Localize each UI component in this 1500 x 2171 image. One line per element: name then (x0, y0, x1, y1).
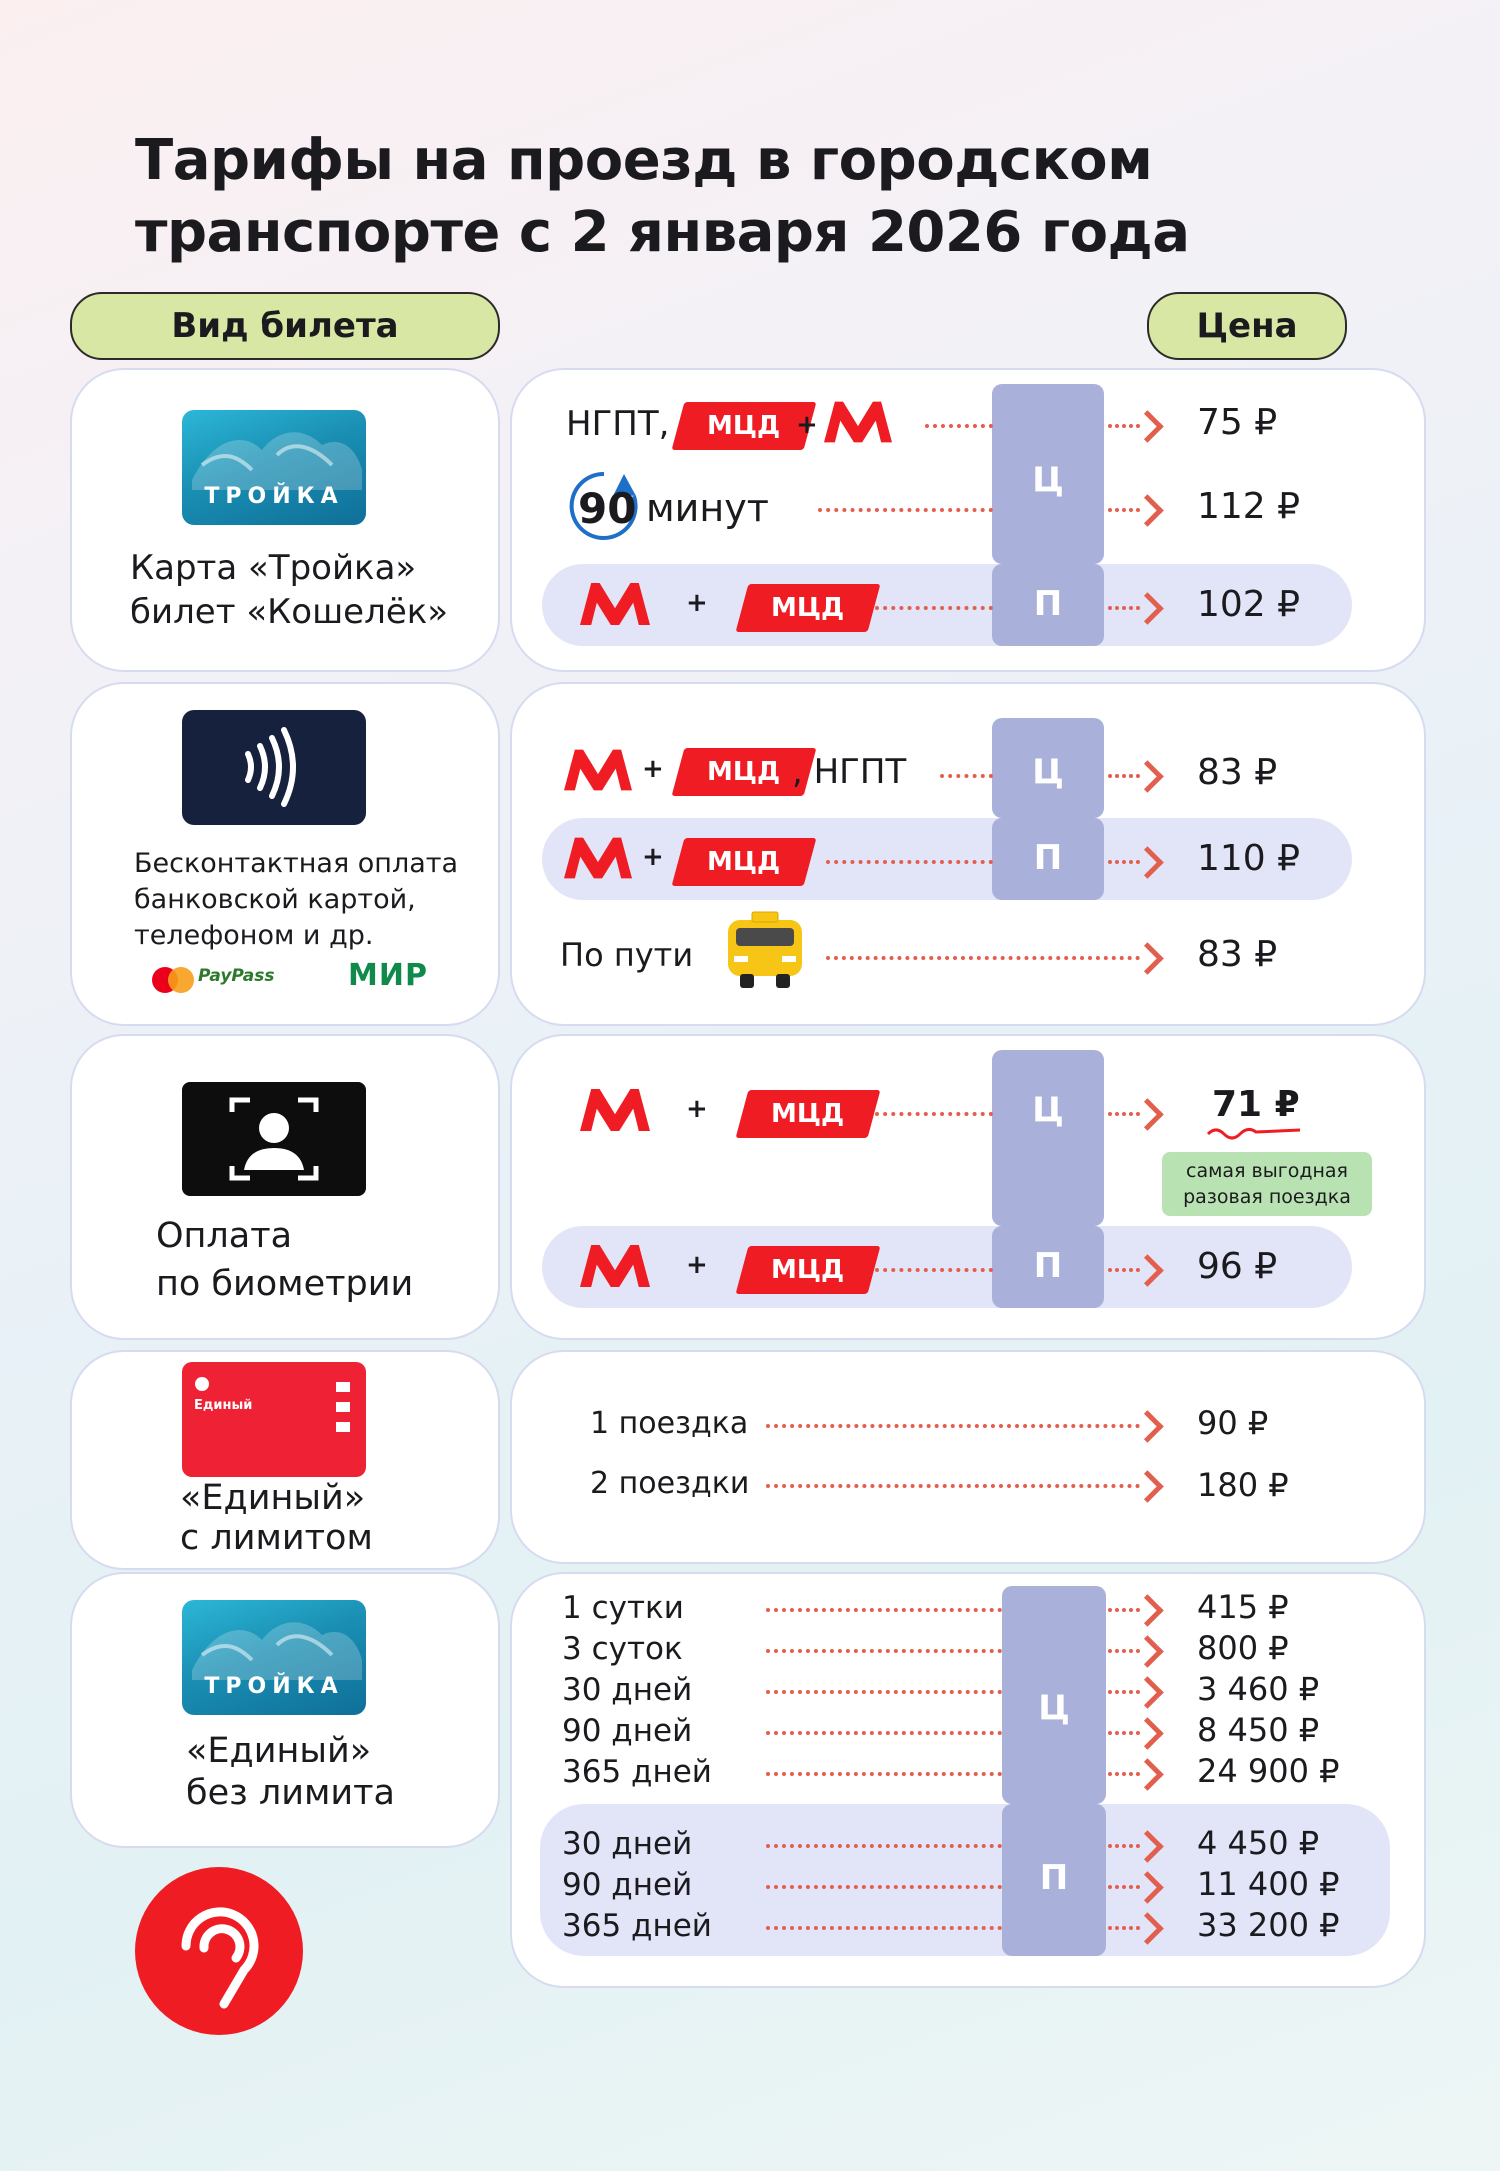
metro-logo (824, 400, 892, 444)
contactless-label-line2: банковской картой, (134, 884, 416, 915)
tariff-box-edinyi-limited (510, 1350, 1426, 1564)
badge-line2: разовая поездка (1183, 1186, 1351, 1208)
arrow-line (766, 1844, 1002, 1848)
plus-sign: + (686, 1250, 708, 1280)
arrow-line (826, 860, 993, 864)
metro-logo (580, 1244, 650, 1288)
trip-label: 2 поездки (590, 1466, 750, 1501)
arrow-line (766, 1926, 1002, 1930)
arrow-line (875, 1112, 993, 1116)
biometry-label-line1: Оплата (156, 1216, 293, 1256)
zone-c-label: Ц (1032, 460, 1064, 500)
zone-c-label: Ц (1032, 1090, 1064, 1130)
price: 83 ₽ (1197, 752, 1278, 793)
price: 110 ₽ (1197, 838, 1301, 879)
paypass-text: PayPass (198, 966, 275, 986)
troika-label-line1: Карта «Тройка» (130, 548, 417, 588)
edinyi-limited-label-line2: с лимитом (180, 1518, 373, 1558)
arrow-line (766, 1649, 1002, 1653)
price: 96 ₽ (1197, 1246, 1278, 1287)
zone-p-label: П (1039, 1858, 1069, 1898)
mcd-logo (672, 838, 817, 886)
minutes-number: 90 (578, 484, 637, 533)
arrow-line (766, 1484, 1140, 1488)
contactless-label-line1: Бесконтактная оплата (134, 848, 459, 879)
mcd-logo-text: МЦД (707, 411, 781, 441)
card-logo-icon (194, 1376, 210, 1392)
contactless-icon (182, 710, 366, 825)
arrow-line (826, 956, 1140, 960)
title-line-2: транспорте с 2 января 2026 года (135, 200, 1190, 265)
mir-logo: МИР (348, 958, 428, 993)
mcd-logo (672, 402, 817, 450)
arrow-line (875, 606, 993, 610)
price: 800 ₽ (1197, 1629, 1289, 1667)
best-price: 71 ₽ (1212, 1084, 1300, 1125)
price: 8 450 ₽ (1197, 1711, 1320, 1749)
period-label: 3 суток (562, 1631, 683, 1667)
moscow-transport-logo (134, 1866, 304, 2036)
troika-label (130, 546, 448, 634)
arrow-line (818, 508, 993, 512)
arrow-line (940, 774, 993, 778)
trip-label: 1 поездка (590, 1406, 749, 1441)
zone-p-label: П (1033, 838, 1063, 878)
arrow-line (766, 1772, 1002, 1776)
edinyi-unlimited-label-line1: «Единый» (186, 1731, 372, 1771)
arrow-line (766, 1731, 1002, 1735)
best-price-badge (1162, 1152, 1372, 1216)
arrow-line (766, 1885, 1002, 1889)
biometry-image (182, 1082, 366, 1196)
ngpt-label: , НГПТ (792, 752, 907, 792)
edinyi-card-image (182, 1362, 366, 1477)
price: 83 ₽ (1197, 934, 1278, 975)
metro-logo (564, 748, 632, 792)
biometry-label-line2: по биометрии (156, 1264, 414, 1304)
red-squiggle-underline (1206, 1124, 1302, 1140)
troika-card-text: ТРОЙКА (204, 1674, 344, 1699)
period-label: 30 дней (562, 1672, 693, 1708)
arrow-line (766, 1690, 1002, 1694)
price: 24 900 ₽ (1197, 1752, 1340, 1790)
period-label: 30 дней (562, 1826, 693, 1862)
mcd-logo (736, 584, 881, 632)
period-label: 365 дней (562, 1908, 712, 1944)
zone-p-label: П (1033, 1246, 1063, 1286)
mcd-logo-text: МЦД (707, 847, 781, 877)
minutes-label: минут (646, 486, 769, 530)
period-label: 365 дней (562, 1754, 712, 1790)
arrow-line (766, 1424, 1140, 1428)
contactless-label-line3: телефоном и др. (134, 920, 374, 951)
period-label: 90 дней (562, 1713, 693, 1749)
edinyi-limited-label-line1: «Единый» (180, 1478, 366, 1518)
mcd-logo-text: МЦД (771, 1099, 845, 1129)
metro-logo (580, 582, 650, 626)
period-label: 1 сутки (562, 1590, 684, 1626)
edinyi-unlimited-label (186, 1730, 395, 1814)
price: 75 ₽ (1197, 402, 1278, 443)
troika-card-image (182, 1600, 366, 1715)
minibus-icon (722, 908, 808, 992)
biometry-label (156, 1212, 413, 1308)
zone-c-label: Ц (1038, 1688, 1070, 1728)
troika-card-text: ТРОЙКА (204, 484, 344, 509)
badge-line1: самая выгодная (1186, 1160, 1348, 1182)
mcd-logo (736, 1090, 881, 1138)
face-scan-icon (182, 1082, 366, 1196)
plus-sign: + (796, 410, 818, 440)
metro-logo (580, 1088, 650, 1132)
arrow-line (875, 1268, 993, 1272)
title-line-1: Тарифы на проезд в городском (135, 128, 1153, 193)
arrow-line (766, 1608, 1002, 1612)
mcd-logo (736, 1246, 881, 1294)
zone-c-label: Ц (1032, 752, 1064, 792)
price: 112 ₽ (1197, 486, 1301, 527)
mcd-logo-text: МЦД (707, 757, 781, 787)
metro-logo (564, 836, 632, 880)
on-the-way-label: По пути (560, 936, 694, 974)
plus-sign: + (642, 754, 664, 784)
zone-p-label: П (1033, 584, 1063, 624)
plus-sign: + (686, 1094, 708, 1124)
ngpt-label: НГПТ, (566, 404, 670, 444)
price: 102 ₽ (1197, 584, 1301, 625)
plus-sign: + (642, 842, 664, 872)
mcd-logo-text: МЦД (771, 593, 845, 623)
card-transport-icons (334, 1380, 354, 1440)
price: 4 450 ₽ (1197, 1824, 1320, 1862)
price: 180 ₽ (1197, 1466, 1289, 1504)
price: 11 400 ₽ (1197, 1865, 1340, 1903)
price: 3 460 ₽ (1197, 1670, 1320, 1708)
price: 90 ₽ (1197, 1404, 1269, 1442)
arrow-line (925, 424, 993, 428)
contactless-label (134, 846, 458, 954)
price: 33 200 ₽ (1197, 1906, 1340, 1944)
plus-sign: + (686, 588, 708, 618)
period-label: 90 дней (562, 1867, 693, 1903)
edinyi-unlimited-label-line2: без лимита (186, 1773, 395, 1813)
troika-card-image (182, 410, 366, 525)
price: 415 ₽ (1197, 1588, 1289, 1626)
zone-c-column (992, 1050, 1104, 1226)
mcd-logo-text: МЦД (771, 1255, 845, 1285)
price-header: Цена (1147, 292, 1347, 360)
mastercard-icon (150, 966, 196, 994)
edinyi-card-text: Единый (194, 1398, 253, 1413)
edinyi-limited-label (180, 1478, 373, 1558)
page-title (135, 125, 1190, 269)
ticket-type-header: Вид билета (70, 292, 500, 360)
troika-label-line2: билет «Кошелёк» (130, 592, 449, 632)
contactless-card-image (182, 710, 366, 825)
